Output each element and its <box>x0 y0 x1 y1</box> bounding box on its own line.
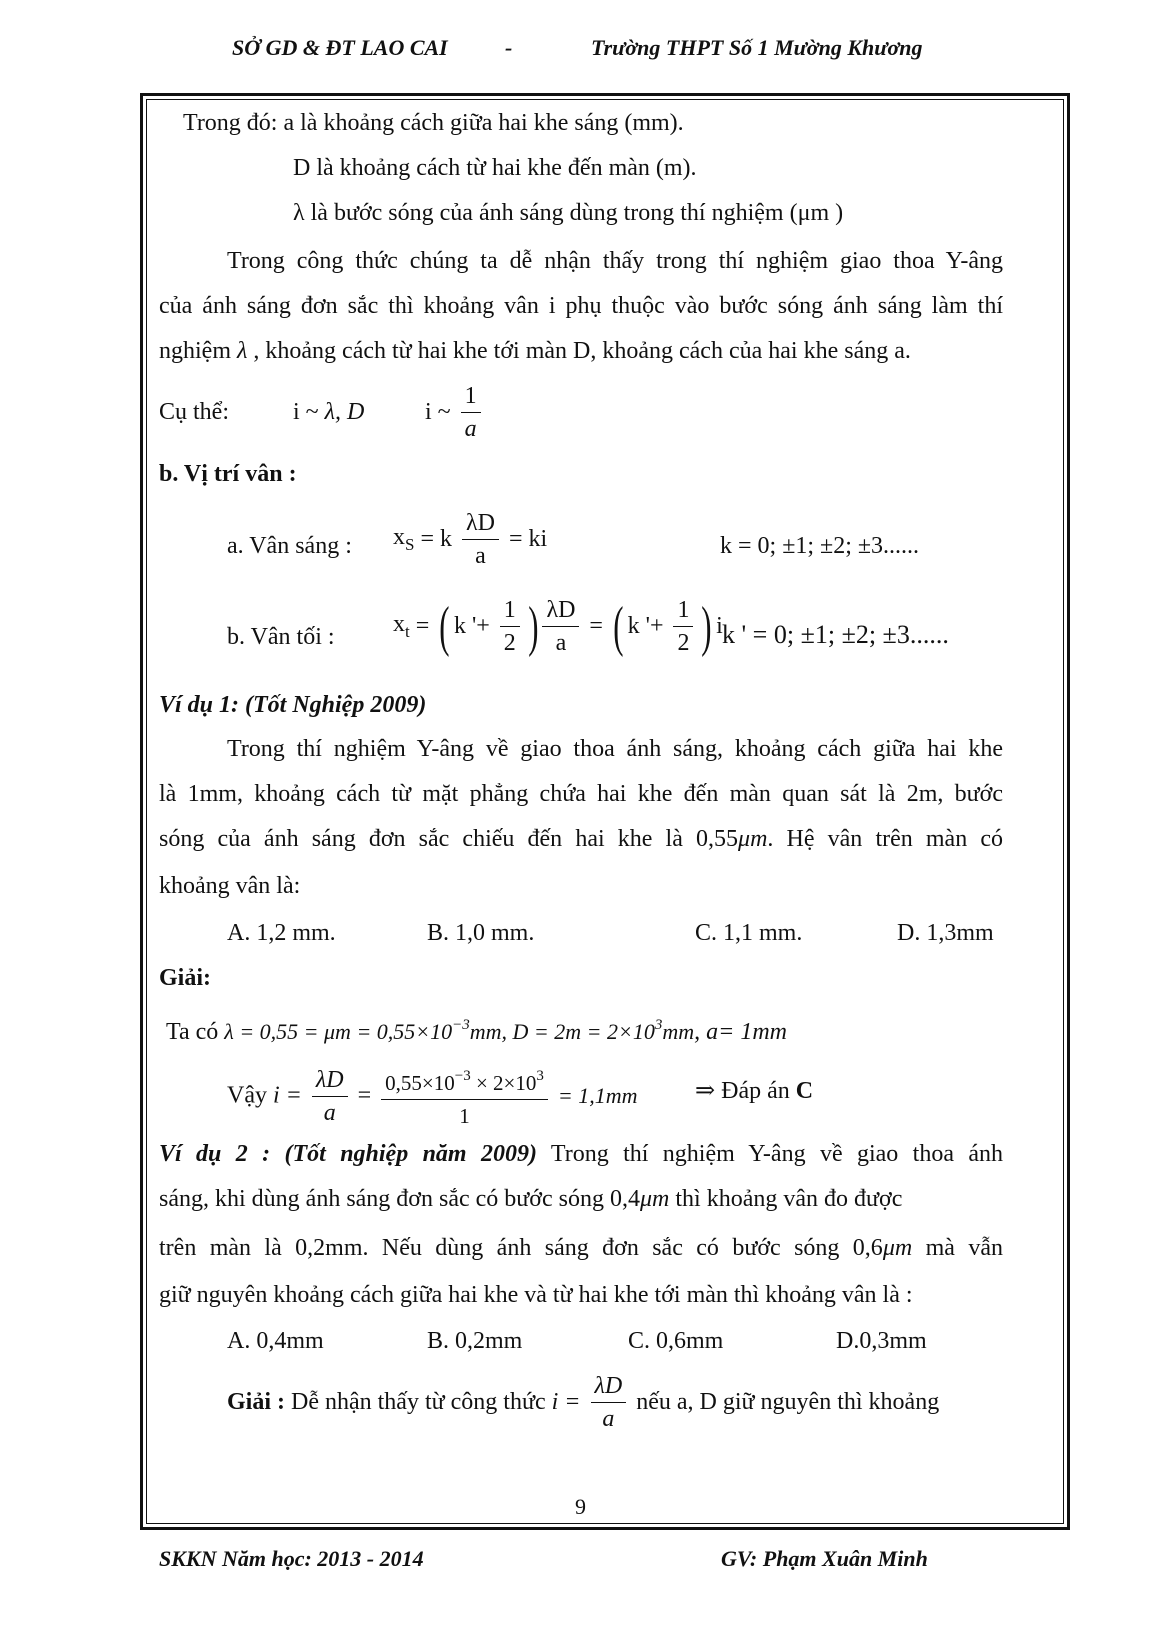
example2-line3-start: trên màn là 0,2mm. Nếu dùng ánh sáng đơn sắc có bước sóng 0,6 <box>159 1235 883 1261</box>
van-toi-k1: k '+ <box>453 613 490 639</box>
example2-solution-end: nếu a, D giữ nguyên thì khoảng <box>630 1389 940 1415</box>
answer-letter: C <box>795 1078 814 1104</box>
example1-option-d: D. 1,3mm <box>897 920 994 946</box>
cuthe-rel2-i: i ~ <box>425 399 451 425</box>
van-toi-x <box>393 611 410 641</box>
paragraph1-line3-end: , khoảng cách từ hai khe tới màn D, khoảng cách của hai khe sáng a. <box>247 338 911 364</box>
example2-option-a: A. 0,4mm <box>227 1328 324 1354</box>
van-toi-eq2: = <box>589 613 603 639</box>
van-sang-sub: S <box>405 535 415 554</box>
vay-num2-a: 0,55×10 <box>385 1071 455 1095</box>
example2-line2-end: thì khoảng vân đo được <box>669 1186 903 1212</box>
van-toi-num: λD <box>546 597 576 623</box>
example1-line2: là 1mm, khoảng cách từ mặt phẳng chứa hai khe đến màn quan sát là 2m, bước <box>159 781 1003 807</box>
example2-solution-label: Giải : <box>227 1389 285 1415</box>
header-dash: - <box>505 35 513 60</box>
cuthe-frac-den: a <box>461 412 481 445</box>
van-sang-fraction <box>462 507 499 572</box>
cuthe-label: Cụ thể: <box>159 399 229 425</box>
footer-school-year: SKKN Năm học: 2013 - 2014 <box>159 1546 424 1571</box>
example1-line1: Trong thí nghiệm Y-âng về giao thoa ánh sáng, khoảng cách giữa hai khe <box>227 736 1003 762</box>
footer-teacher: GV: Phạm Xuân Minh <box>721 1546 928 1571</box>
taco-label: Ta có <box>166 1019 225 1045</box>
vay-i: i = <box>272 1082 302 1109</box>
van-sang-formula <box>393 507 547 572</box>
example2-option-d: D.0,3mm <box>836 1328 927 1354</box>
van-toi-half-1 <box>500 594 520 659</box>
example2-line3-end: mà vẫn <box>912 1235 1003 1261</box>
van-sang-num: λD <box>466 510 495 536</box>
van-toi-k-values: k ' = 0; ±1; ±2; ±3...... <box>722 620 949 649</box>
paragraph1-line1: Trong công thức chúng ta dễ nhận thấy trong thí nghiệm giao thoa Y-âng <box>227 248 1003 274</box>
van-toi-fraction <box>542 594 579 659</box>
van-sang-rhs: = ki <box>508 526 548 552</box>
van-sang-den: a <box>462 539 499 572</box>
taco-lambda-value: λ = 0,55 = μm = 0,55×10 <box>224 1019 453 1044</box>
vay-num1: λD <box>315 1066 344 1093</box>
taco-exp2: 3 <box>654 1017 663 1033</box>
right-paren-1: ) <box>527 595 539 658</box>
example1-answer <box>695 1076 813 1106</box>
example2-unit-1: μm <box>639 1186 670 1212</box>
taco-a: , a= 1mm <box>694 1019 787 1045</box>
example2-line1-rest: Trong thí nghiệm Y-âng về giao thoa ánh <box>536 1141 1004 1167</box>
cuthe-rel1-i: i ~ <box>293 399 325 425</box>
example2-solution-i: i = <box>551 1389 581 1415</box>
example2-solution-start: Dễ nhận thấy từ công thức <box>285 1389 552 1415</box>
van-toi-half-2 <box>673 594 693 659</box>
cuthe-frac-num: 1 <box>464 383 477 409</box>
vay-num2-b: × 2×10 <box>470 1071 537 1095</box>
van-toi-formula <box>393 594 723 659</box>
example2-line2 <box>159 1184 902 1214</box>
van-sang-label: a. Vân sáng : <box>227 533 352 559</box>
van-toi-eq: = <box>415 613 430 639</box>
example2-line3 <box>159 1233 1003 1263</box>
left-paren-1: ( <box>439 595 450 658</box>
vay-num2 <box>381 1060 548 1099</box>
taco-D-value: , D = 2m = 2×10 <box>501 1019 655 1044</box>
vay-eq: = <box>357 1082 372 1109</box>
example1-option-a: A. 1,2 mm. <box>227 920 336 946</box>
section-b-title: b. Vị trí vân : <box>159 461 297 487</box>
definition-lambda: λ là bước sóng của ánh sáng dùng trong thí nghiệm (μm ) <box>293 200 844 226</box>
vay-fraction-1 <box>312 1064 348 1129</box>
example2-option-b: B. 0,2mm <box>427 1328 523 1354</box>
example2-line4: giữ nguyên khoảng cách giữa hai khe và từ hai khe tới màn thì khoảng vân là : <box>159 1282 913 1308</box>
example2-unit-2: μm <box>882 1235 913 1261</box>
paragraph1-line2: của ánh sáng đơn sắc thì khoảng vân i phụ thuộc vào bước sóng ánh sáng làm thí <box>159 293 1003 319</box>
van-toi-x-var: x <box>393 611 405 637</box>
left-paren-2: ( <box>613 595 624 658</box>
example1-line3-end: . Hệ vân trên màn có <box>767 826 1003 852</box>
paragraph1-line3-start: nghiệm <box>159 338 237 364</box>
van-sang-eq: = k <box>420 526 453 552</box>
example1-line3 <box>159 824 1003 854</box>
example1-option-b: B. 1,0 mm. <box>427 920 535 946</box>
taco-mm1: mm <box>469 1019 502 1044</box>
van-toi-k2: k '+ <box>627 613 664 639</box>
example1-solution-label: Giải: <box>159 965 211 991</box>
vay-num2-exp1: −3 <box>454 1068 471 1084</box>
example1-line4: khoảng vân là: <box>159 873 301 899</box>
vay-label: Vậy <box>227 1082 273 1109</box>
cuthe-rel1-vars: λ, D <box>324 399 365 425</box>
page-number: 9 <box>575 1494 586 1519</box>
cuthe-relation-1 <box>293 397 364 427</box>
cuthe-relation-2 <box>425 380 485 445</box>
paragraph1-line3 <box>159 336 911 366</box>
example2-line1 <box>159 1139 1003 1169</box>
vay-fraction-2 <box>381 1060 548 1132</box>
van-sang-k-values: k = 0; ±1; ±2; ±3...... <box>720 533 920 559</box>
example2-solution-line <box>227 1370 939 1435</box>
taco-exp1: −3 <box>452 1017 470 1033</box>
example2-solution-fraction <box>591 1370 627 1435</box>
taco-mm2: mm <box>662 1019 695 1044</box>
taco-lambda <box>224 1019 501 1044</box>
van-toi-half-den-2: 2 <box>673 626 693 659</box>
van-sang-x-var: x <box>393 524 405 550</box>
van-toi-half-num-1: 1 <box>503 597 516 623</box>
example2-title: Ví dụ 2 : (Tốt nghiệp năm 2009) <box>159 1141 537 1167</box>
example2-line2-start: sáng, khi dùng ánh sáng đơn sắc có bước sóng 0,4 <box>159 1186 640 1212</box>
van-toi-half-den-1: 2 <box>500 626 520 659</box>
example1-line3-start: sóng của ánh sáng đơn sắc chiếu đến hai khe là 0,55 <box>159 826 739 852</box>
taco-D <box>502 1019 695 1044</box>
example1-vay-line <box>227 1060 638 1132</box>
example1-option-c: C. 1,1 mm. <box>695 920 803 946</box>
van-sang-x <box>393 524 415 554</box>
answer-arrow: ⇒ <box>695 1078 716 1104</box>
header-school-name: Trường THPT Số 1 Mường Khương <box>591 35 923 60</box>
van-toi-i: i <box>716 613 723 639</box>
answer-text: Đáp án <box>715 1078 796 1104</box>
right-paren-2: ) <box>701 595 712 658</box>
example1-title: Ví dụ 1: (Tốt Nghiệp 2009) <box>159 692 427 718</box>
example1-unit: μm <box>738 826 768 852</box>
van-toi-den: a <box>542 626 579 659</box>
van-toi-half-num-2: 1 <box>677 597 690 623</box>
example2-solution-den: a <box>591 1402 627 1435</box>
definition-a: Trong đó: a là khoảng cách giữa hai khe sáng (mm). <box>183 110 684 136</box>
definition-D: D là khoảng cách từ hai khe đến màn (m). <box>293 155 697 181</box>
vay-den1: a <box>312 1096 348 1129</box>
example1-taco-line <box>166 1010 787 1047</box>
van-toi-label: b. Vân tối : <box>227 624 335 650</box>
vay-result: = 1,1mm <box>557 1083 638 1108</box>
example2-option-c: C. 0,6mm <box>628 1328 724 1354</box>
header-school-department: SỞ GD & ĐT LAO CAI <box>232 35 448 60</box>
example2-solution-num: λD <box>594 1373 623 1399</box>
vay-den2: 1 <box>381 1099 548 1132</box>
lambda-symbol: λ <box>237 338 248 364</box>
cuthe-fraction <box>461 380 481 445</box>
vay-num2-exp2: 3 <box>536 1068 544 1084</box>
van-toi-sub: t <box>405 622 410 641</box>
